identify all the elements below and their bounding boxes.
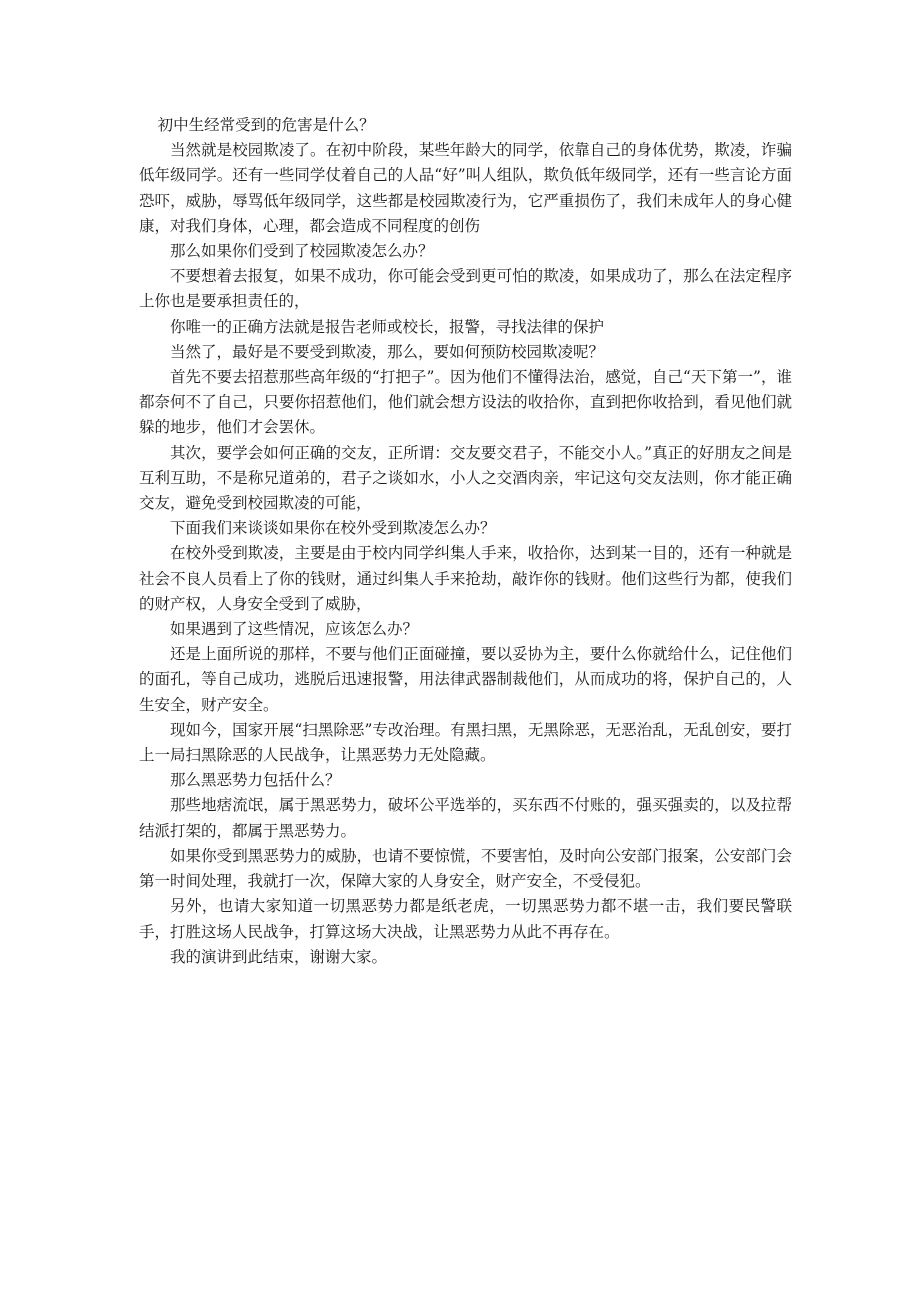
paragraph: 下面我们来谈谈如果你在校外受到欺凌怎么办？ — [170, 519, 496, 538]
paragraph: 在校外受到欺凌，主要是由于校内同学纠集人手来，收拾你，达到某一目的，还有一种就是社会不良人员看上了你的钱财，通过纠集人手来抢劫，敲诈你的钱财。他们这些行为都，使我们的财产权，人身安全受到了威胁， — [139, 544, 792, 613]
paragraph: 当然了，最好是不要受到欺凌，那么，要如何预防校园欺凌呢？ — [170, 342, 605, 361]
paragraph: 首先不要去招惹那些高年级的“打把子”。因为他们不懂得法治，感觉，自己“天下第一”，谁都奈何不了自己，只要你招惹他们，他们就会想方设法的收拾你，直到把你收拾到，看见他们就躲的地步，他们才会罢休。 — [139, 368, 792, 437]
paragraph: 我的演讲到此结束，谢谢大家。 — [170, 947, 388, 966]
paragraph: 如果你受到黑恶势力的威胁，也请不要惊慌，不要害怕，及时向公安部门报案，公安部门会第一时间处理，我就打一次，保障大家的人身安全，财产安全，不受侵犯。 — [139, 846, 792, 891]
paragraph: 那么黑恶势力包括什么？ — [170, 771, 341, 790]
paragraph: 你唯一的正确方法就是报告老师或校长，报警，寻找法律的保护 — [170, 317, 605, 336]
paragraph: 现如今，国家开展“扫黑除恶”专改治理。有黑扫黑，无黑除恶，无恶治乱，无乱创安，要打上一局扫黑除恶的人民战争，让黑恶势力无处隐藏。 — [139, 720, 792, 765]
paragraph: 如果遇到了这些情况，应该怎么办？ — [170, 620, 419, 639]
paragraph: 那些地痞流氓，属于黑恶势力，破坏公平选举的，买东西不付账的，强买强卖的，以及拉帮结派打架的，都属于黑恶势力。 — [139, 796, 792, 840]
paragraph: 另外，也请大家知道一切黑恶势力都是纸老虎，一切黑恶势力都不堪一击，我们要民警联手，打胜这场人民战争，打算这场大决战，让黑恶势力从此不再存在。 — [139, 897, 792, 941]
paragraph: 当然就是校园欺凌了。在初中阶段，某些年龄大的同学，依靠自己的身体优势，欺凌，诈骗低年级同学。还有一些同学仗着自己的人品“好”叫人组队，欺负低年级同学，还有一些言论方面恐吓，威胁，辱骂低年级同学，这些都是校园欺凌行为，它严重损伤了，我们未成年人的身心健康，对我们身体，心理，都会造成不同程度的创伤 — [139, 141, 792, 235]
paragraph: 不要想着去报复，如果不成功，你可能会受到更可怕的欺凌，如果成功了，那么在法定程序上你也是要承担责任的， — [139, 267, 792, 311]
document-body — [139, 113, 792, 970]
paragraph: 初中生经常受到的危害是什么？ — [157, 116, 375, 134]
paragraph: 还是上面所说的那样，不要与他们正面碰撞，要以妥协为主，要什么你就给什么，记住他们的面孔，等自己成功，逃脱后迅速报警，用法律武器制裁他们，从而成功的将，保护自己的，人生安全，财产安全。 — [139, 645, 792, 714]
paragraph: 那么如果你们受到了校园欺凌怎么办？ — [170, 242, 434, 261]
paragraph: 其次，要学会如何正确的交友，正所谓：交友要交君子，不能交小人。”真正的好朋友之间是互利互助，不是称兄道弟的，君子之谈如水，小人之交酒肉亲，牢记这句交友法则，你才能正确交友，避免受到校园欺凌的可能， — [139, 443, 792, 513]
